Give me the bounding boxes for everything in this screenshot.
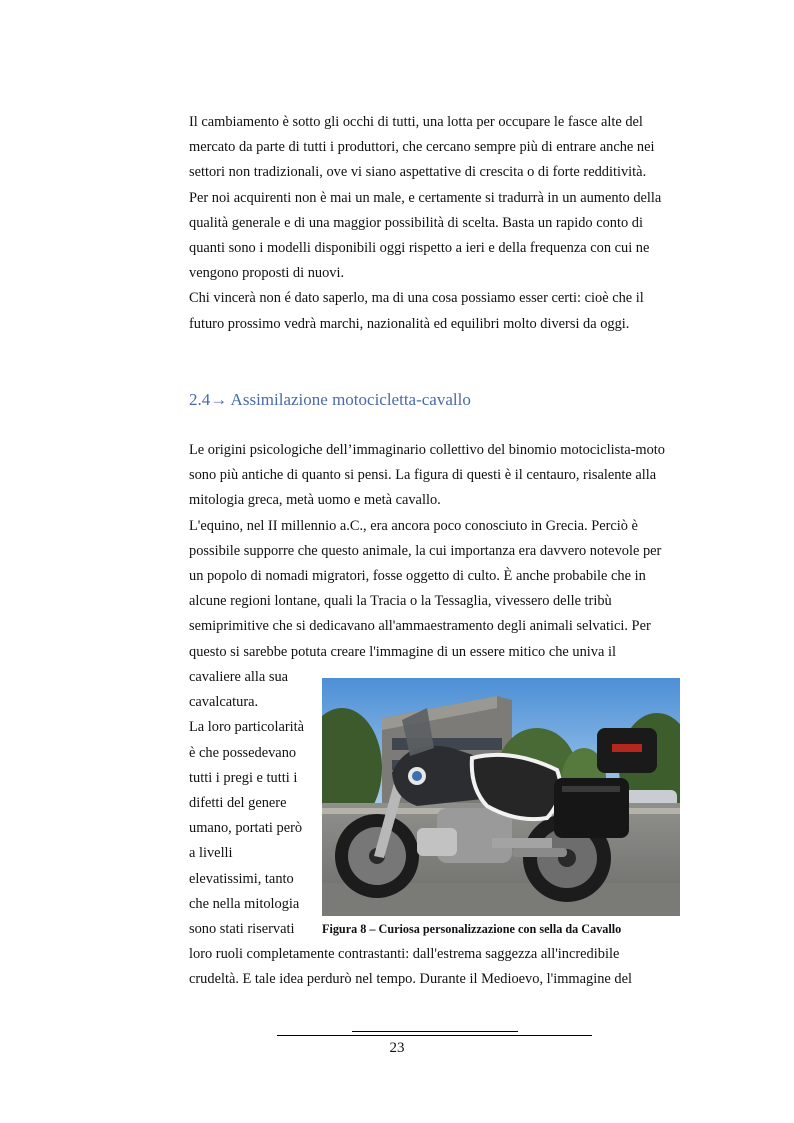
figure-caption: Figura 8 – Curiosa personalizzazione con sella da Cavallo — [322, 922, 622, 936]
text-line: questo si sarebbe potuta creare l'immagine di un essere mitico che univa il — [189, 643, 616, 660]
text-line: un popolo di nomadi migratori, fosse oggetto di culto. È anche probabile che in — [189, 568, 646, 585]
text-line: L'equino, nel II millennio a.C., era ancora poco conosciuto in Grecia. Perciò è — [189, 517, 638, 534]
paragraph-continuation — [189, 942, 669, 992]
text-line: vengono proposti di nuovi. — [189, 265, 345, 282]
page-number: 23 — [389, 1040, 405, 1056]
text-line: difetti del genere — [189, 795, 287, 812]
text-line: è che possedevano — [189, 744, 297, 761]
text-line: settori non tradizionali, ove vi siano aspettative di crescita o di forte redditività. — [189, 164, 647, 181]
paragraph-wrap-around-figure — [189, 665, 317, 942]
text-line: Per noi acquirenti non è mai un male, e certamente si tradurrà in un aumento della — [189, 189, 662, 206]
text-line: alcune regioni lontane, quali la Tracia o la Tessaglia, vivessero delle tribù — [189, 593, 612, 610]
paragraph-centaur-origins — [189, 438, 669, 665]
text-line: sono stati riservati — [189, 921, 295, 938]
footer-rule — [277, 1035, 592, 1036]
text-line: che nella mitologia — [189, 895, 300, 912]
text-line: qualità generale e di una maggior possibilità di scelta. Basta un rapido conto di — [189, 214, 643, 231]
text-line: cavaliere alla sua — [189, 669, 289, 685]
text-line: sono più antiche di quanto si pensi. La figura di questi è il centauro, risalente alla — [189, 467, 657, 484]
text-line: elevatissimi, tanto — [189, 870, 294, 887]
text-line: tutti i pregi e tutti i — [189, 769, 298, 786]
text-line: futuro prossimo vedrà marchi, nazionalità ed equilibri molto diversi da oggi. — [189, 315, 630, 332]
text-line: semiprimitive che si dedicavano all'ammaestramento degli animali selvatici. Per — [189, 618, 651, 635]
footer-rule-short — [352, 1031, 518, 1032]
text-line: mercato da parte di tutti i produttori, che cercano sempre più di entrare anche nei — [189, 139, 655, 156]
paragraph-market-change — [189, 110, 669, 337]
figure-motorcycle-photo — [322, 678, 680, 916]
text-line: umano, portati però — [189, 820, 303, 837]
text-line: crudeltà. E tale idea perdurò nel tempo. Durante il Medioevo, l'immagine del — [189, 971, 632, 988]
text-line: mitologia greca, metà uomo e metà cavallo. — [189, 492, 441, 509]
text-line: a livelli — [189, 845, 233, 862]
motorcycle-photo — [322, 678, 680, 916]
text-line: Chi vincerà non é dato saperlo, ma di una cosa possiamo esser certi: cioè che il — [189, 290, 644, 307]
text-line: quanti sono i modelli disponibili oggi rispetto a ieri e della frequenza con cui ne — [189, 240, 650, 257]
text-line: Le origini psicologiche dell’immaginario collettivo del binomio motociclista-moto — [189, 442, 665, 458]
text-line: cavalcatura. — [189, 694, 259, 711]
text-line: La loro particolarità — [189, 719, 305, 736]
text-line: loro ruoli completamente contrastanti: dall'estrema saggezza all'incredibile — [189, 946, 620, 962]
text-line: Il cambiamento è sotto gli occhi di tutti, una lotta per occupare le fasce alte del — [189, 114, 643, 130]
section-heading: 2.4→ Assimilazione motocicletta-cavallo — [189, 390, 471, 409]
text-line: possibile supporre che questo animale, la cui importanza era davvero notevole per — [189, 542, 662, 559]
